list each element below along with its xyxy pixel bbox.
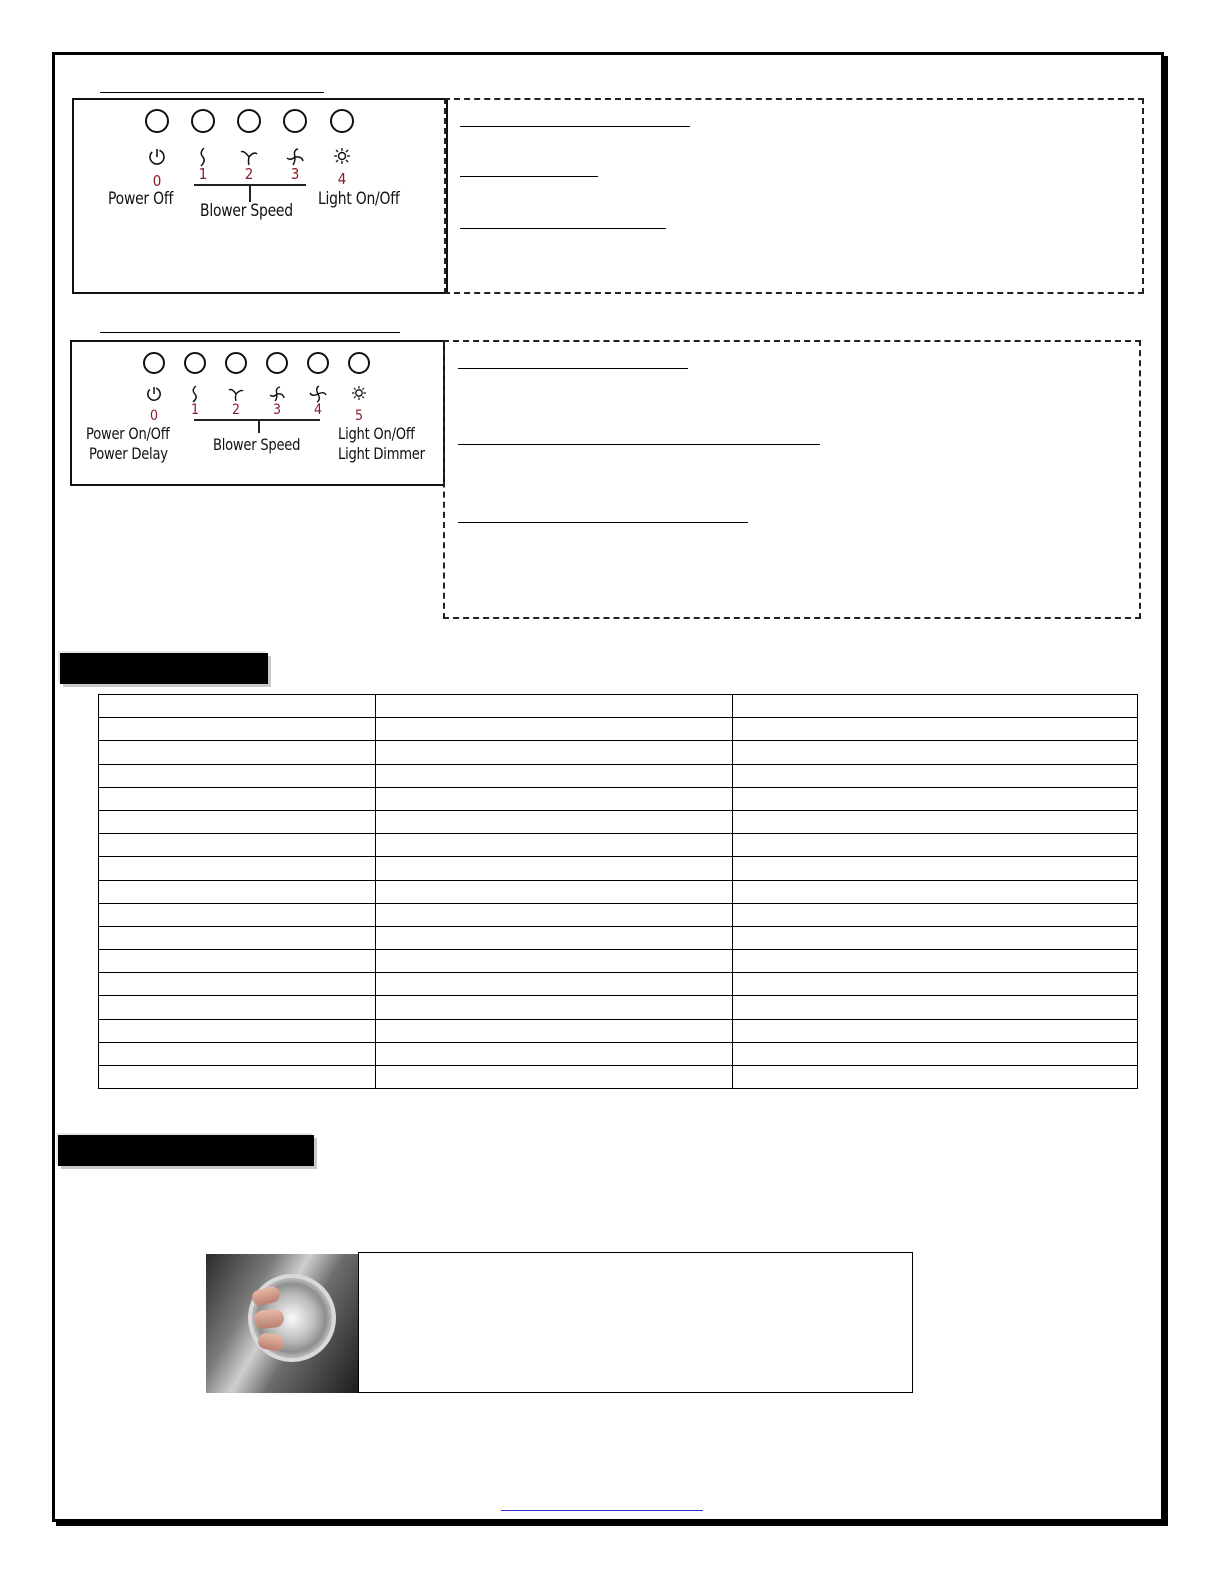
table-cell (99, 973, 376, 996)
table-row (99, 1042, 1138, 1065)
table-cell (99, 1042, 376, 1065)
blower-speed-3-icon-2 (269, 386, 285, 402)
table-cell (375, 695, 733, 718)
table-cell (733, 857, 1138, 880)
panel1-number-3: 3 (290, 165, 300, 183)
panel1-number-1: 1 (198, 165, 208, 183)
table-cell (99, 903, 376, 926)
table-cell (375, 834, 733, 857)
panel1-number-2: 2 (244, 165, 254, 183)
blower-speed-2-icon-2 (228, 386, 244, 402)
table-cell (375, 1066, 733, 1089)
table-cell (733, 880, 1138, 903)
table-cell (375, 857, 733, 880)
table-cell (99, 787, 376, 810)
table-cell (99, 764, 376, 787)
power-icon (148, 148, 166, 166)
blower-speed-4-icon-2 (310, 386, 326, 402)
panel1-number-0: 0 (152, 172, 162, 190)
panel2-desc-line-3 (458, 522, 748, 523)
table-cell (733, 1042, 1138, 1065)
table-cell (733, 973, 1138, 996)
table-cell (733, 695, 1138, 718)
table-cell (733, 810, 1138, 833)
table-cell (99, 695, 376, 718)
blower-speed-2-icon (240, 148, 258, 166)
table-cell (99, 950, 376, 973)
bulb-instruction-box (358, 1252, 913, 1393)
blower-speed-1-icon-2 (189, 385, 201, 403)
power-icon-2 (146, 386, 162, 402)
blower-speed-4-button-2[interactable] (307, 352, 329, 374)
table-cell (733, 834, 1138, 857)
table-row (99, 996, 1138, 1019)
light-icon (333, 147, 351, 165)
light-on-off-label-2: Light On/Off (338, 424, 415, 443)
table-cell (99, 834, 376, 857)
power-on-off-label: Power On/Off (86, 424, 170, 443)
panel1-desc-line-1 (460, 126, 690, 127)
blower-speed-1-button-2[interactable] (184, 352, 206, 374)
panel2-number-2: 2 (231, 402, 240, 418)
halogen-bulb-removal-photo (206, 1254, 358, 1393)
specifications-table (98, 694, 1138, 1089)
table-row (99, 1066, 1138, 1089)
power-delay-label: Power Delay (89, 444, 168, 463)
table-cell (733, 741, 1138, 764)
table-row (99, 973, 1138, 996)
table-cell (99, 996, 376, 1019)
table-cell (733, 926, 1138, 949)
table-row (99, 926, 1138, 949)
table-cell (375, 764, 733, 787)
table-cell (375, 718, 733, 741)
light-dimmer-label: Light Dimmer (338, 444, 425, 463)
table-cell (733, 996, 1138, 1019)
blower-speed-label-2: Blower Speed (213, 435, 301, 454)
panel1-desc-line-2 (460, 176, 598, 177)
blower-speed-3-button-2[interactable] (266, 352, 288, 374)
table-cell (375, 1042, 733, 1065)
panel2-heading-line (100, 332, 400, 333)
panel2-number-1: 1 (190, 402, 199, 418)
table-cell (99, 1066, 376, 1089)
table-cell (375, 741, 733, 764)
table-cell (375, 810, 733, 833)
panel2-description-box (443, 340, 1141, 619)
table-cell (375, 1019, 733, 1042)
blower-speed-1-button[interactable] (191, 109, 215, 133)
table-cell (99, 810, 376, 833)
table-cell (733, 718, 1138, 741)
table-row (99, 810, 1138, 833)
panel2-number-4: 4 (313, 402, 322, 418)
panel1-heading-line (100, 92, 324, 93)
table-row (99, 741, 1138, 764)
blower-speed-2-button-2[interactable] (225, 352, 247, 374)
footer-link[interactable] (501, 1510, 703, 1511)
blower-speed-label: Blower Speed (200, 201, 293, 221)
table-cell (375, 950, 733, 973)
blower-bracket-2 (194, 419, 320, 421)
table-cell (733, 764, 1138, 787)
table-row (99, 695, 1138, 718)
light-on-off-label: Light On/Off (318, 189, 400, 209)
table-cell (375, 996, 733, 1019)
light-icon-2 (351, 385, 367, 401)
panel2-number-5: 5 (354, 408, 363, 424)
table-cell (375, 880, 733, 903)
maintenance-section-header (58, 1135, 314, 1166)
table-cell (733, 950, 1138, 973)
table-row (99, 764, 1138, 787)
table-cell (733, 1066, 1138, 1089)
table-row (99, 880, 1138, 903)
panel1-desc-line-3 (460, 228, 666, 229)
blower-bracket-stem-2 (258, 419, 260, 433)
table-cell (375, 926, 733, 949)
panel2-desc-line-1 (458, 368, 688, 369)
blower-speed-2-button[interactable] (237, 109, 261, 133)
table-cell (99, 880, 376, 903)
table-cell (375, 787, 733, 810)
power-button[interactable] (145, 109, 169, 133)
panel2-number-3: 3 (272, 402, 281, 418)
control-panel-4-speed (70, 340, 445, 486)
table-row (99, 834, 1138, 857)
table-cell (375, 973, 733, 996)
table-cell (733, 1019, 1138, 1042)
table-row (99, 903, 1138, 926)
blower-speed-3-icon (286, 148, 304, 166)
blower-speed-1-icon (197, 147, 209, 167)
table-cell (99, 857, 376, 880)
table-row (99, 1019, 1138, 1042)
light-button-2[interactable] (348, 352, 370, 374)
power-button-2[interactable] (143, 352, 165, 374)
panel1-description-box (444, 98, 1144, 294)
blower-bracket-stem (249, 184, 251, 202)
table-cell (99, 741, 376, 764)
panel2-desc-line-2 (458, 444, 820, 445)
table-row (99, 718, 1138, 741)
table-row (99, 857, 1138, 880)
table-cell (733, 787, 1138, 810)
table-cell (99, 926, 376, 949)
table-row (99, 787, 1138, 810)
panel2-number-0: 0 (149, 408, 158, 424)
table-cell (99, 1019, 376, 1042)
power-off-label: Power Off (108, 189, 174, 209)
blower-speed-3-button[interactable] (283, 109, 307, 133)
specifications-section-header (60, 653, 268, 684)
table-cell (375, 903, 733, 926)
table-cell (99, 718, 376, 741)
table-row (99, 950, 1138, 973)
table-cell (733, 903, 1138, 926)
panel1-number-4: 4 (337, 170, 347, 188)
light-button[interactable] (330, 109, 354, 133)
